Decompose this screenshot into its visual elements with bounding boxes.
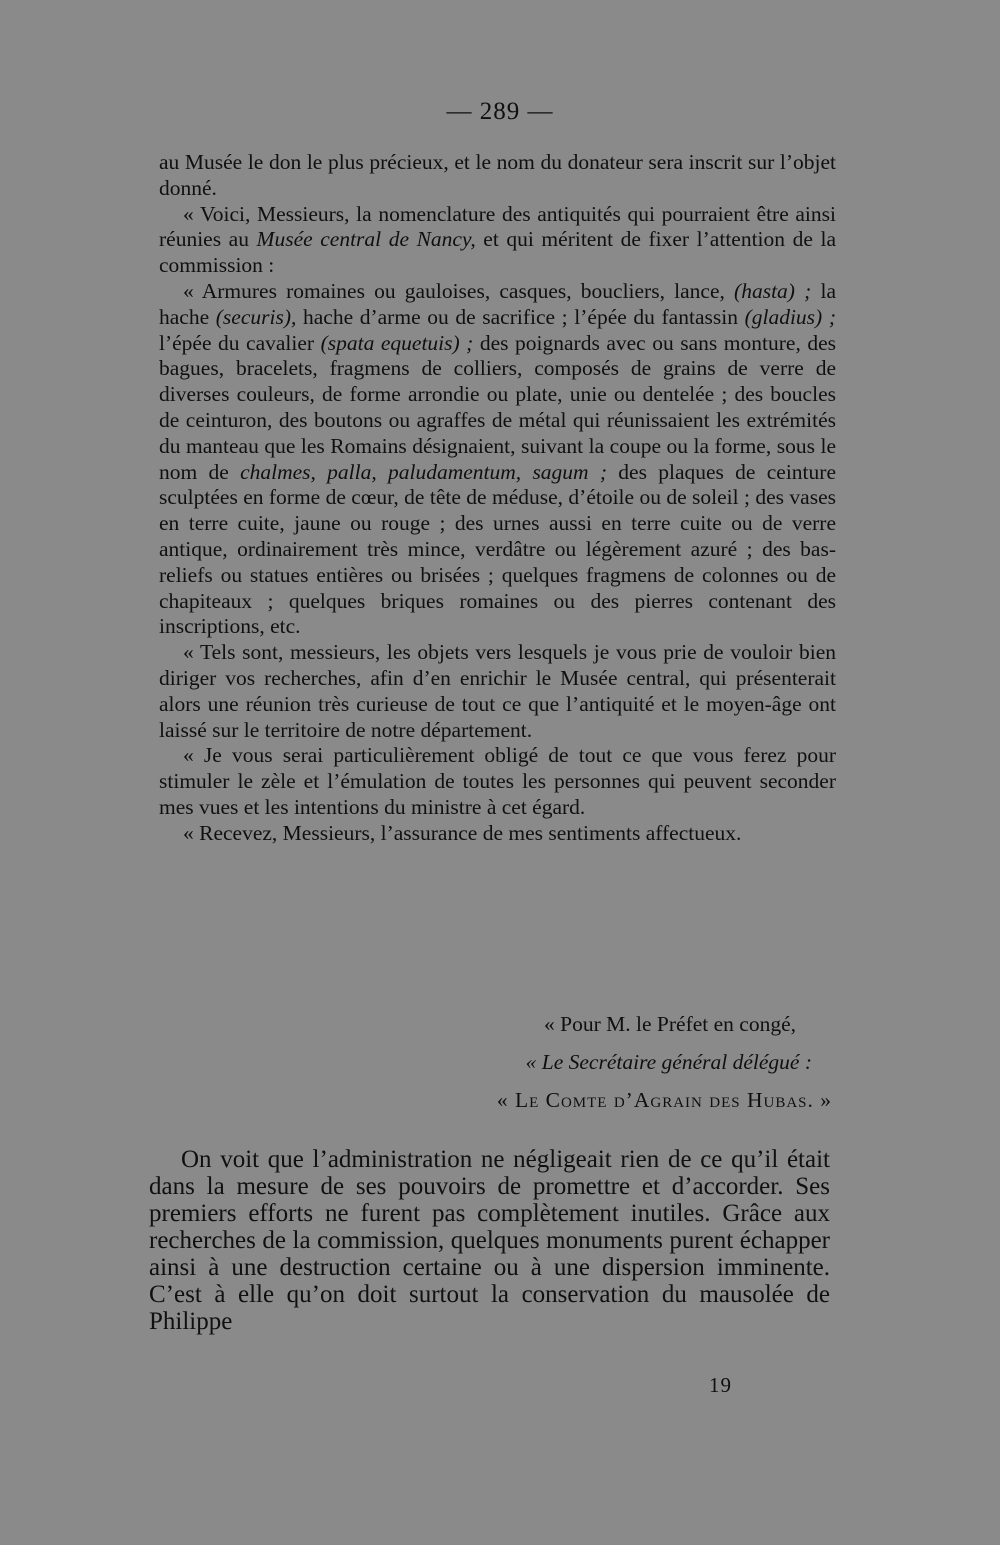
paragraph: « Je vous serai particulièrement obligé de tout ce que vous ferez pour stimuler le zèle et l’émulation de toutes les personnes qui peuvent seconder mes vues et les intentions du ministre à cet égard. bbox=[159, 743, 836, 819]
letter-signature bbox=[159, 1005, 832, 1119]
paragraph: « Tels sont, messieurs, les objets vers lesquels je vous prie de vouloir bien diriger vos recherches, afin d’en enrichir le Musée central, qui présenterait alors une réunion très curieuse de tout ce que l’antiquité et le moyen-âge ont laissé sur le territoire de notre département. bbox=[159, 640, 836, 742]
text-run: et qui méritent de fixer l’attention de la commission : bbox=[159, 227, 836, 278]
italic-text: (securis), bbox=[215, 304, 297, 329]
paragraph: « Recevez, Messieurs, l’assurance de mes sentiments affectueux. bbox=[183, 820, 742, 845]
letter-text bbox=[159, 150, 836, 847]
printer-signature-mark: 19 bbox=[709, 1373, 732, 1397]
text-run: la hache bbox=[159, 278, 836, 329]
text-run: des plaques de ceinture sculptées en forme de cœur, de tête de méduse, d’étoile ou de soleil ; des vases en terre cuite, jaune ou rouge ; des urnes aussi en terre cuite ou de verre antique, ordinairement très mince, verdâtre ou légèrement azuré ; des bas-reliefs ou statues entières ou brisées ; quelques fragmens de colonnes ou de chapiteaux ; quelques briques romaines ou des pierres contenant des inscriptions, etc. bbox=[159, 459, 836, 639]
text-run: « Armures romaines ou gauloises, casques, boucliers, lance, bbox=[183, 278, 735, 303]
text-run: « Voici, Messieurs, la nomenclature des antiquités qui pourraient être ainsi réunies au bbox=[159, 201, 836, 252]
signature-line: « Le Secrétaire général délégué : bbox=[525, 1050, 812, 1074]
paragraph bbox=[159, 279, 836, 640]
italic-text: chalmes, palla, paludamentum, sagum ; bbox=[240, 459, 608, 484]
commentary-text bbox=[149, 1146, 830, 1335]
text-run: hache d’arme ou de sacrifice ; l’épée du fantassin bbox=[296, 304, 745, 329]
text-run: des poignards avec ou sans monture, des bagues, bracelets, fragmens de colliers, composés de grains de verre de diverses couleurs, de forme arrondie ou plate, unie ou dentelée ; des boucles de ceinturon, des boutons ou agraffes de métal qui réunissaient les extrémités du manteau que les Romains désignaient, suivant la coupe ou la forme, sous le nom de bbox=[159, 330, 836, 484]
signature-line: « Pour M. le Préfet en congé, bbox=[544, 1012, 796, 1036]
paragraph: au Musée le don le plus précieux, et le nom du donateur sera inscrit sur l’objet donné. bbox=[159, 150, 836, 200]
page-number: — 289 — bbox=[446, 98, 554, 125]
italic-text: (spata equetuis) ; bbox=[320, 330, 474, 355]
signature-line: « Le Comte d’Agrain des Hubas. » bbox=[496, 1088, 832, 1112]
italic-text: (hasta) ; bbox=[734, 278, 812, 303]
text-run: l’épée du cavalier bbox=[159, 330, 321, 355]
italic-text: Musée central de Nancy, bbox=[256, 227, 476, 252]
italic-text: (gladius) ; bbox=[744, 304, 836, 329]
paragraph bbox=[159, 202, 836, 279]
paragraph: On voit que l’administration ne négligeait rien de ce qu’il était dans la mesure de ses pouvoirs de promettre et d’accorder. Ses premiers efforts ne furent pas complètement inutiles. Grâce aux recherches de la commission, quelques monuments purent échapper ainsi à une destruction certaine ou à une dispersion imminente. C’est à elle qu’on doit surtout la conservation du mausolée de Philippe bbox=[149, 1146, 830, 1335]
